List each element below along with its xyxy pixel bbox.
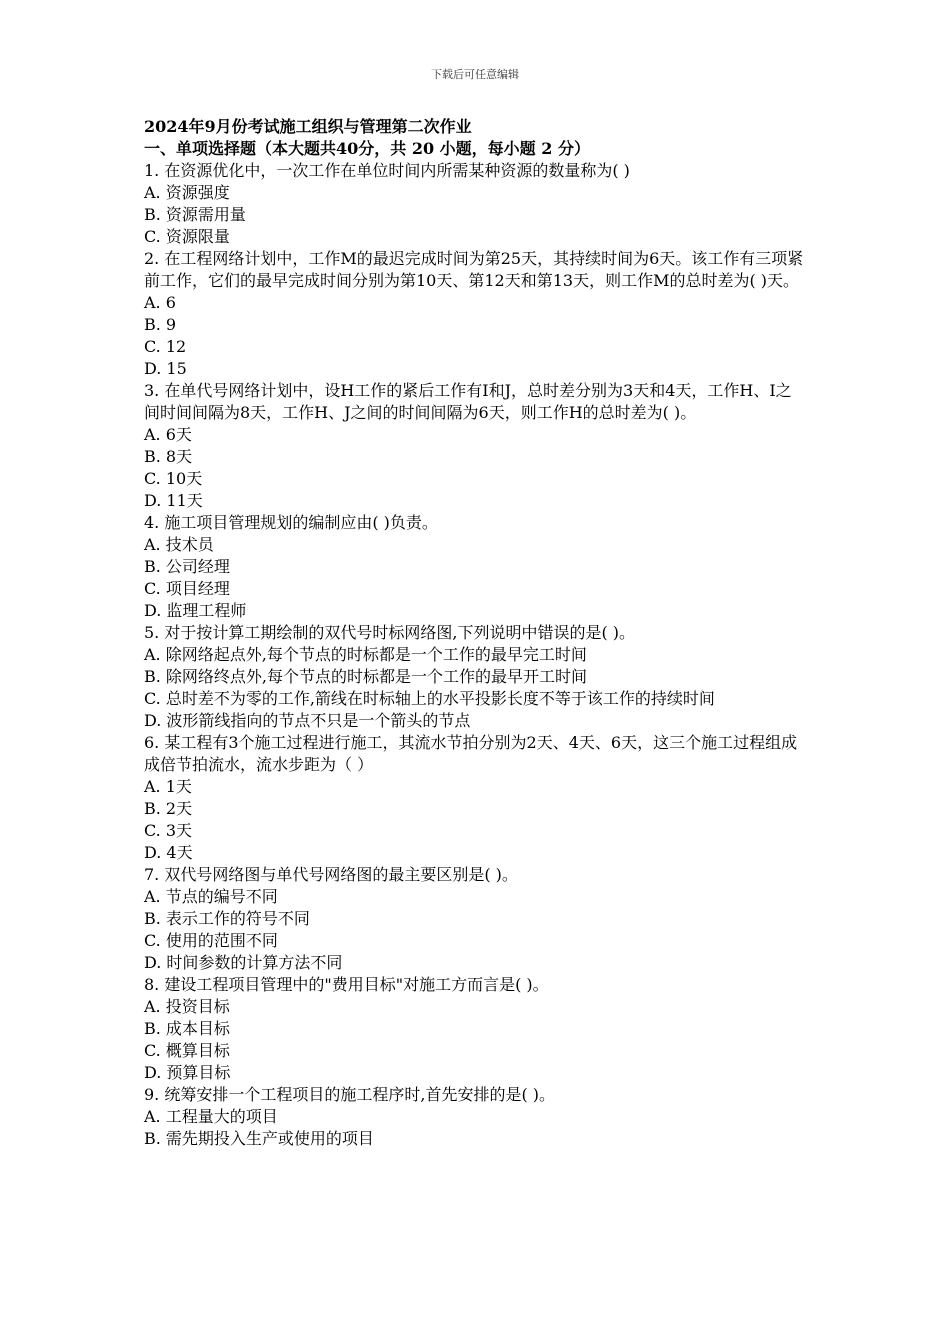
question-option: D. 11天: [144, 491, 203, 510]
document-body: [144, 116, 804, 1150]
document-title: 2024年9月份考试施工组织与管理第二次作业: [144, 117, 472, 136]
question-option: B. 公司经理: [144, 557, 230, 576]
question-option: B. 9: [144, 315, 177, 334]
question-option: D. 预算目标: [144, 1063, 231, 1082]
question-option: A. 6天: [144, 425, 192, 444]
question-option: D. 4天: [144, 843, 193, 862]
question-stem: 4. 施工项目管理规划的编制应由( )负责。: [144, 513, 438, 532]
question-option: D. 波形箭线指向的节点不只是一个箭头的节点: [144, 711, 471, 730]
question-option: B. 2天: [144, 799, 193, 818]
question-option: A. 1天: [144, 777, 192, 796]
question-option: C. 10天: [144, 469, 203, 488]
question: [144, 732, 804, 864]
question-option: C. 使用的范围不同: [144, 931, 278, 950]
question-option: D. 监理工程师: [144, 601, 247, 620]
question-option: C. 12: [144, 337, 187, 356]
question-option: B. 成本目标: [144, 1019, 230, 1038]
question: [144, 974, 804, 1084]
question-option: A. 节点的编号不同: [144, 887, 278, 906]
question: [144, 622, 804, 732]
page-header: 下载后可任意编辑: [431, 68, 519, 81]
question-option: B. 资源需用量: [144, 205, 246, 224]
question-option: C. 概算目标: [144, 1041, 230, 1060]
question: [144, 380, 804, 512]
question-option: A. 6: [144, 293, 176, 312]
question-option: C. 项目经理: [144, 579, 230, 598]
question: [144, 1084, 804, 1150]
question-option: A. 投资目标: [144, 997, 230, 1016]
question: [144, 160, 804, 248]
question: [144, 864, 804, 974]
question: [144, 248, 804, 380]
question-stem: 6. 某工程有3个施工过程进行施工，其流水节拍分别为2天、4天、6天，这三个施工过程组成成倍节拍流水，流水步距为（ ）: [144, 733, 798, 774]
question-option: C. 总时差不为零的工作,箭线在时标轴上的水平投影长度不等于该工作的持续时间: [144, 689, 715, 708]
question-option: B. 需先期投入生产或使用的项目: [144, 1129, 374, 1148]
question-option: D. 15: [144, 359, 187, 378]
question-option: C. 3天: [144, 821, 193, 840]
question-stem: 1. 在资源优化中，一次工作在单位时间内所需某种资源的数量称为( ): [144, 161, 630, 180]
question-option: A. 除网络起点外,每个节点的时标都是一个工作的最早完工时间: [144, 645, 587, 664]
section-heading: 一、单项选择题（本大题共40分，共 20 小题，每小题 2 分）: [144, 139, 590, 158]
question-option: A. 资源强度: [144, 183, 230, 202]
question-option: D. 时间参数的计算方法不同: [144, 953, 343, 972]
question-option: B. 表示工作的符号不同: [144, 909, 310, 928]
question-stem: 5. 对于按计算工期绘制的双代号时标网络图,下列说明中错误的是( )。: [144, 623, 636, 642]
question: [144, 512, 804, 622]
question-stem: 8. 建设工程项目管理中的"费用目标"对施工方而言是( )。: [144, 975, 549, 994]
question-stem: 3. 在单代号网络计划中，设H工作的紧后工作有I和J，总时差分别为3天和4天，工作H、I之间时间间隔为8天，工作H、J之间的时间间隔为6天，则工作H的总时差为( )。: [144, 381, 792, 422]
question-stem: 2. 在工程网络计划中，工作M的最迟完成时间为第25天，其持续时间为6天。该工作有三项紧前工作，它们的最早完成时间分别为第10天、第12天和第13天，则工作M的总时差为( )天。: [144, 249, 804, 290]
question-option: B. 8天: [144, 447, 193, 466]
question-option: A. 技术员: [144, 535, 214, 554]
question-option: B. 除网络终点外,每个节点的时标都是一个工作的最早开工时间: [144, 667, 588, 686]
question-option: C. 资源限量: [144, 227, 230, 246]
question-option: A. 工程量大的项目: [144, 1107, 278, 1126]
question-stem: 7. 双代号网络图与单代号网络图的最主要区别是( )。: [144, 865, 518, 884]
question-stem: 9. 统筹安排一个工程项目的施工程序时,首先安排的是( )。: [144, 1085, 556, 1104]
